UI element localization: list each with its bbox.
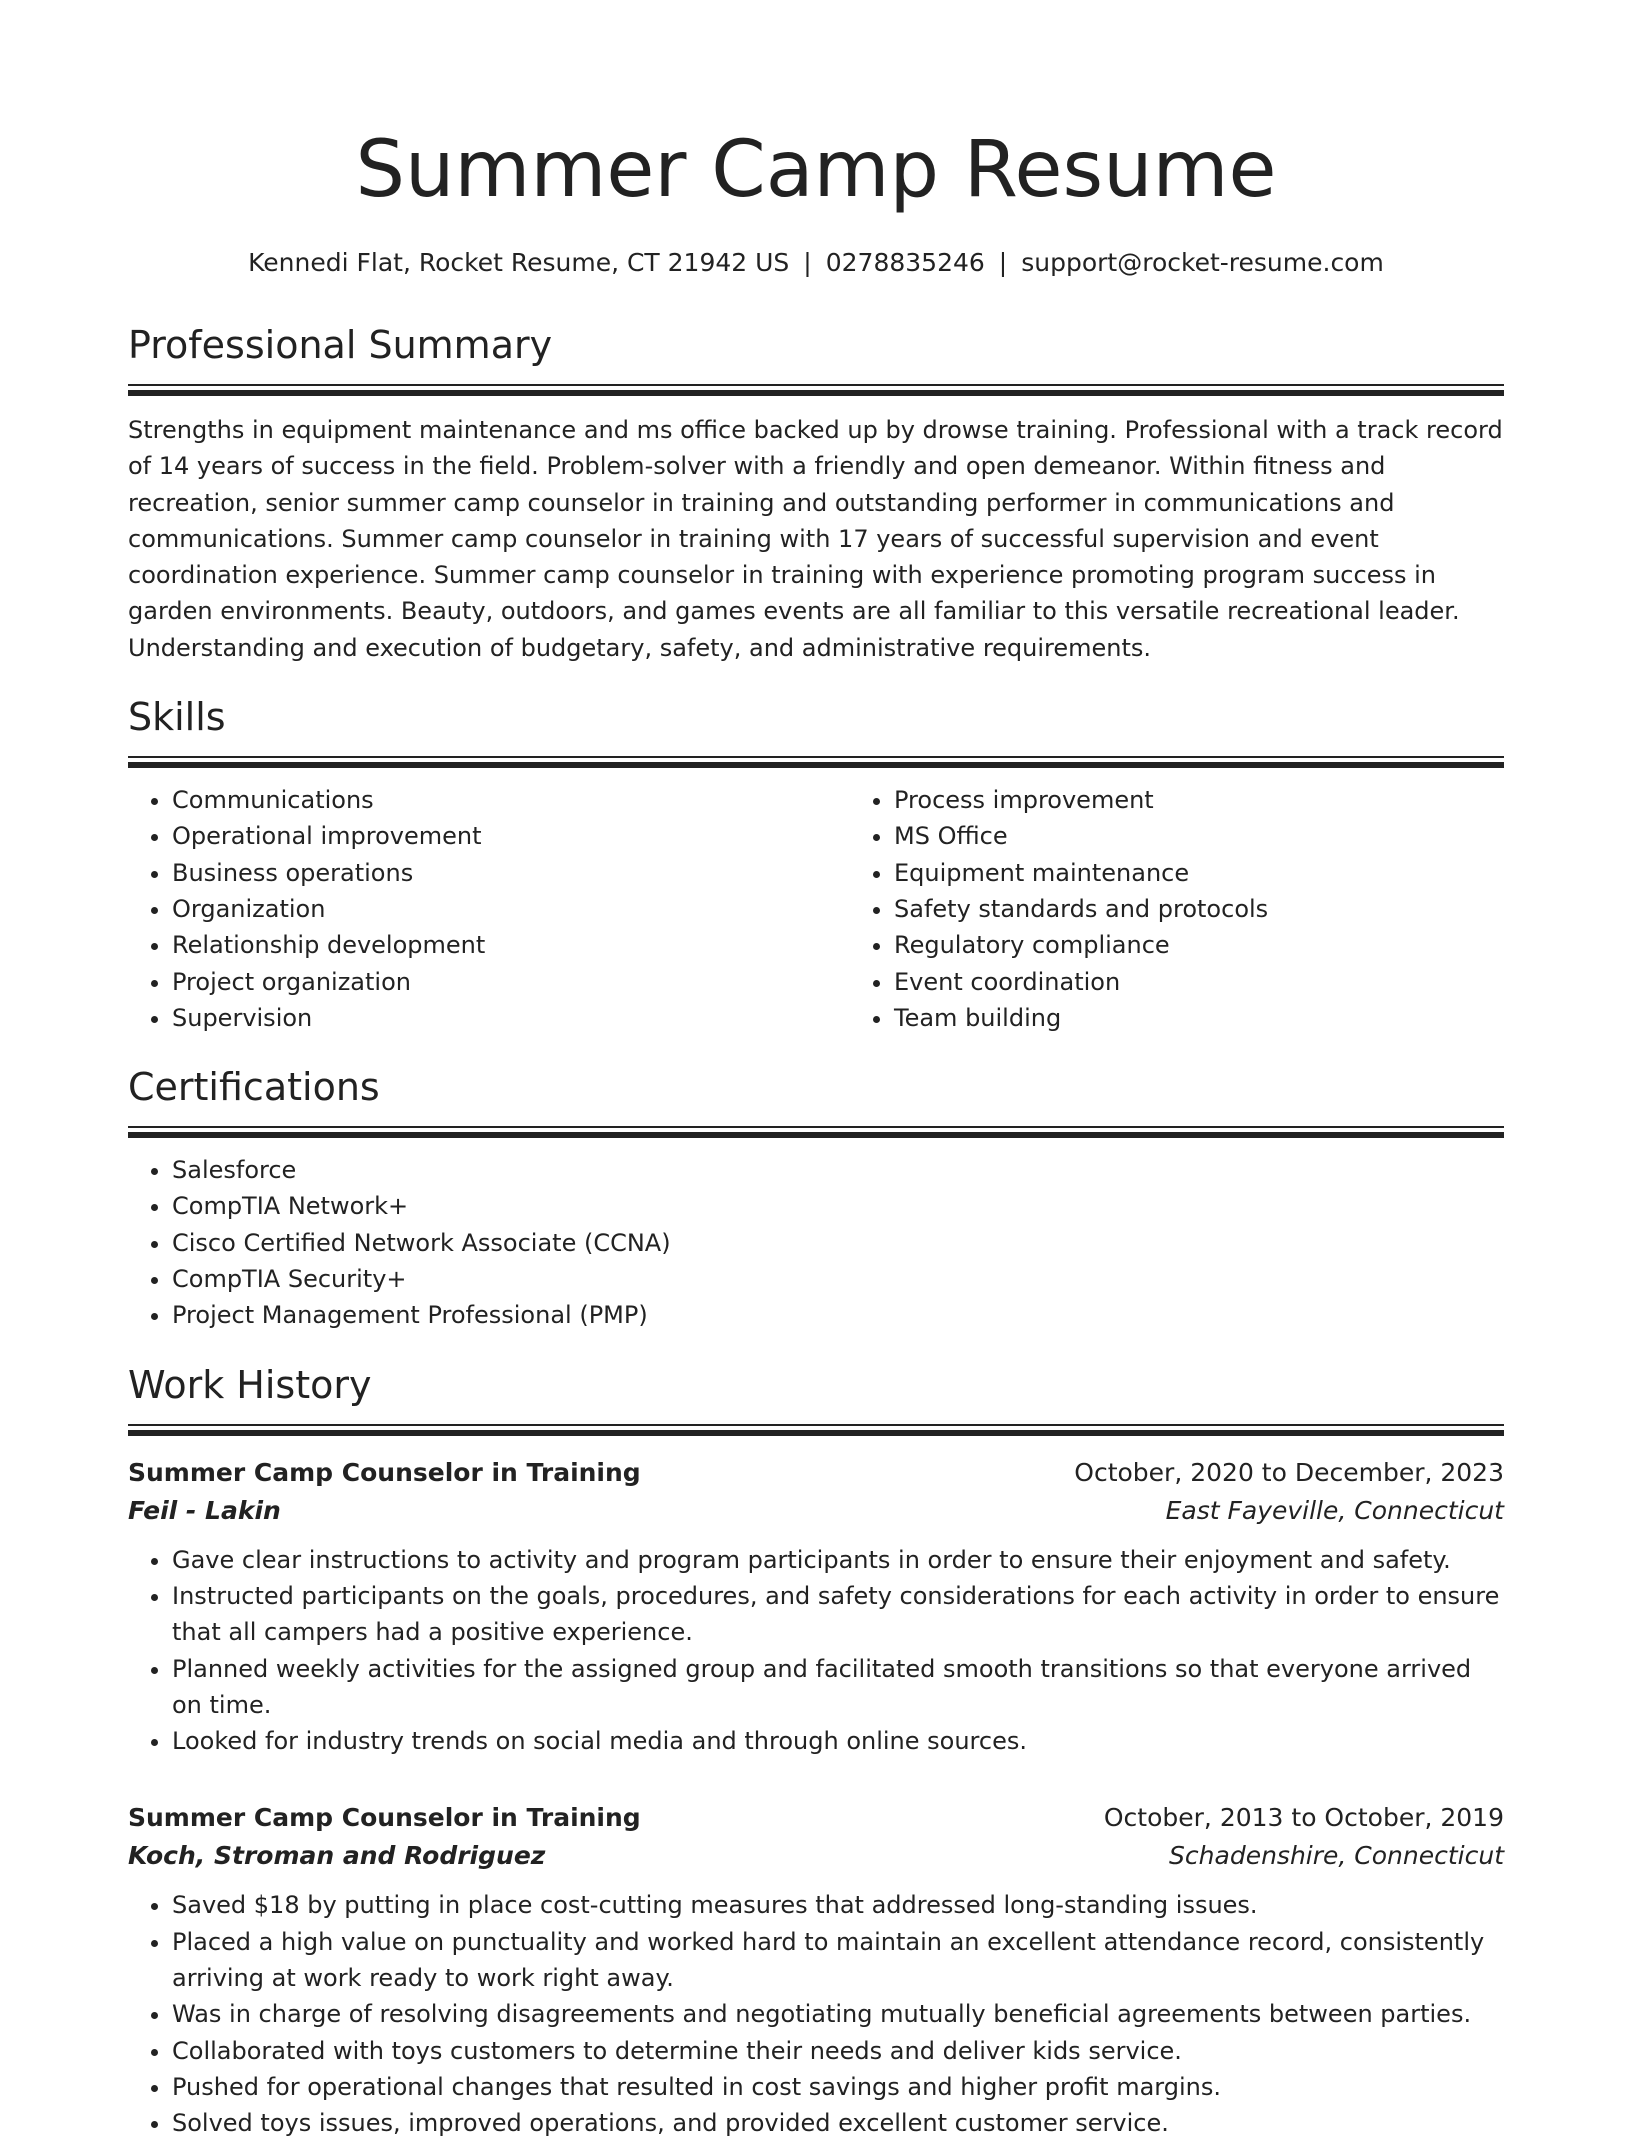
contact-separator: | xyxy=(803,248,812,277)
skill-item: • MS Office xyxy=(894,818,1572,854)
section-divider xyxy=(128,384,1504,386)
summary-section xyxy=(128,320,1504,666)
skill-item: • Equipment maintenance xyxy=(894,855,1572,891)
section-heading: Skills xyxy=(128,695,226,740)
skill-item: • Team building xyxy=(894,1000,1572,1036)
skills-list-right xyxy=(850,782,1572,1036)
job-duty: • Placed a high value on punctuality and worked hard to maintain an excellent attendance record, consistently arriving at work ready to work right away. xyxy=(172,1924,1504,1997)
job-title: Summer Camp Counselor in Training xyxy=(128,1803,641,1833)
contact-line xyxy=(128,246,1504,280)
certification-item: • CompTIA Security+ xyxy=(172,1261,1504,1297)
job-duty: • Planned weekly activities for the assigned group and facilitated smooth transitions so that everyone arrived on time. xyxy=(172,1651,1504,1724)
section-heading: Certifications xyxy=(128,1065,380,1110)
job-dates: October, 2013 to October, 2019 xyxy=(1103,1803,1504,1833)
skill-item: • Relationship development xyxy=(172,927,850,963)
section-divider xyxy=(128,390,1504,396)
job-title: Summer Camp Counselor in Training xyxy=(128,1457,641,1487)
summary-text: Strengths in equipment maintenance and ms office backed up by drowse training. Professional with a track record of 14 years of success in the field. Problem-solver with a friendly and open demeanor. Within fitness and recreation, senior summer camp counselor in training and outstanding performer in communications and communications. Summer camp counselor in training with 17 years of successful supervision and event coordination experience. Summer camp counselor in training with experience promoting program success in garden environments. Beauty, outdoors, and games events are all familiar to this versatile recreational leader. Understanding and execution of budgetary, safety, and administrative requirements. xyxy=(128,416,1503,662)
certification-item: • Salesforce xyxy=(172,1152,1504,1188)
job-location: East Fayeville, Connecticut xyxy=(1165,1495,1504,1525)
certification-item: • CompTIA Network+ xyxy=(172,1188,1504,1224)
job-dates: October, 2020 to December, 2023 xyxy=(1074,1457,1504,1487)
section-divider xyxy=(128,756,1504,758)
job-duty: • Instructed participants on the goals, procedures, and safety considerations for each activity in order to ensure that all campers had a positive experience. xyxy=(172,1578,1504,1651)
skill-item: • Safety standards and protocols xyxy=(894,891,1572,927)
job-header xyxy=(128,1454,1504,1492)
resume-title: Summer Camp Resume xyxy=(355,125,1277,215)
job-location: Schadenshire, Connecticut xyxy=(1169,1841,1504,1871)
section-divider xyxy=(128,1126,1504,1128)
skill-item: • Project organization xyxy=(172,964,850,1000)
contact-separator: | xyxy=(998,248,1008,277)
certification-item: • Project Management Professional (PMP) xyxy=(172,1297,1504,1333)
skills-grid xyxy=(128,782,1504,1036)
job-duty: • Pushed for operational changes that resulted in cost savings and higher profit margins. xyxy=(172,2069,1504,2105)
skill-item: • Supervision xyxy=(172,1000,850,1036)
job-company: Koch, Stroman and Rodriguez xyxy=(128,1841,546,1871)
skill-item: • Process improvement xyxy=(894,782,1572,818)
section-heading: Professional Summary xyxy=(128,323,553,367)
certifications-list xyxy=(128,1152,1504,1333)
section-divider xyxy=(128,762,1504,768)
skill-item: • Event coordination xyxy=(894,964,1572,1000)
contact-address: Kennedi Flat, Rocket Resume, CT 21942 US xyxy=(248,248,790,277)
work-history-section xyxy=(128,1360,1504,2142)
skill-item: • Regulatory compliance xyxy=(894,927,1572,963)
skill-item: • Operational improvement xyxy=(172,818,850,854)
skills-list-left xyxy=(128,782,850,1036)
job-entry xyxy=(128,1799,1504,2141)
skills-section xyxy=(128,692,1504,1036)
job-duty: • Was in charge of resolving disagreements and negotiating mutually beneficial agreements between parties. xyxy=(172,1996,1504,2032)
certifications-section xyxy=(128,1062,1504,1333)
job-subheader xyxy=(128,1492,1504,1530)
job-duties xyxy=(128,1542,1504,1760)
contact-email: support@rocket-resume.com xyxy=(1021,248,1384,277)
section-divider xyxy=(128,1132,1504,1138)
job-duty: • Collaborated with toys customers to determine their needs and deliver kids service. xyxy=(172,2033,1504,2069)
job-header xyxy=(128,1799,1504,1837)
section-heading: Work History xyxy=(128,1362,372,1407)
skill-item: • Communications xyxy=(172,782,850,818)
section-divider xyxy=(128,1424,1504,1426)
job-duty: • Gave clear instructions to activity and program participants in order to ensure their enjoyment and safety. xyxy=(172,1542,1504,1578)
skill-item: • Business operations xyxy=(172,855,850,891)
job-subheader xyxy=(128,1837,1504,1875)
job-duty: • Solved toys issues, improved operations, and provided excellent customer service. xyxy=(172,2105,1504,2141)
contact-phone: 0278835246 xyxy=(825,248,985,277)
job-duty: • Looked for industry trends on social media and through online sources. xyxy=(172,1723,1504,1759)
job-entry xyxy=(128,1454,1504,1760)
job-company: Feil - Lakin xyxy=(128,1495,281,1525)
job-duty: • Saved $18 by putting in place cost-cutting measures that addressed long-standing issues. xyxy=(172,1887,1504,1923)
section-divider xyxy=(128,1430,1504,1436)
job-duties xyxy=(128,1887,1504,2141)
skill-item: • Organization xyxy=(172,891,850,927)
certification-item: • Cisco Certified Network Associate (CCNA) xyxy=(172,1225,1504,1261)
